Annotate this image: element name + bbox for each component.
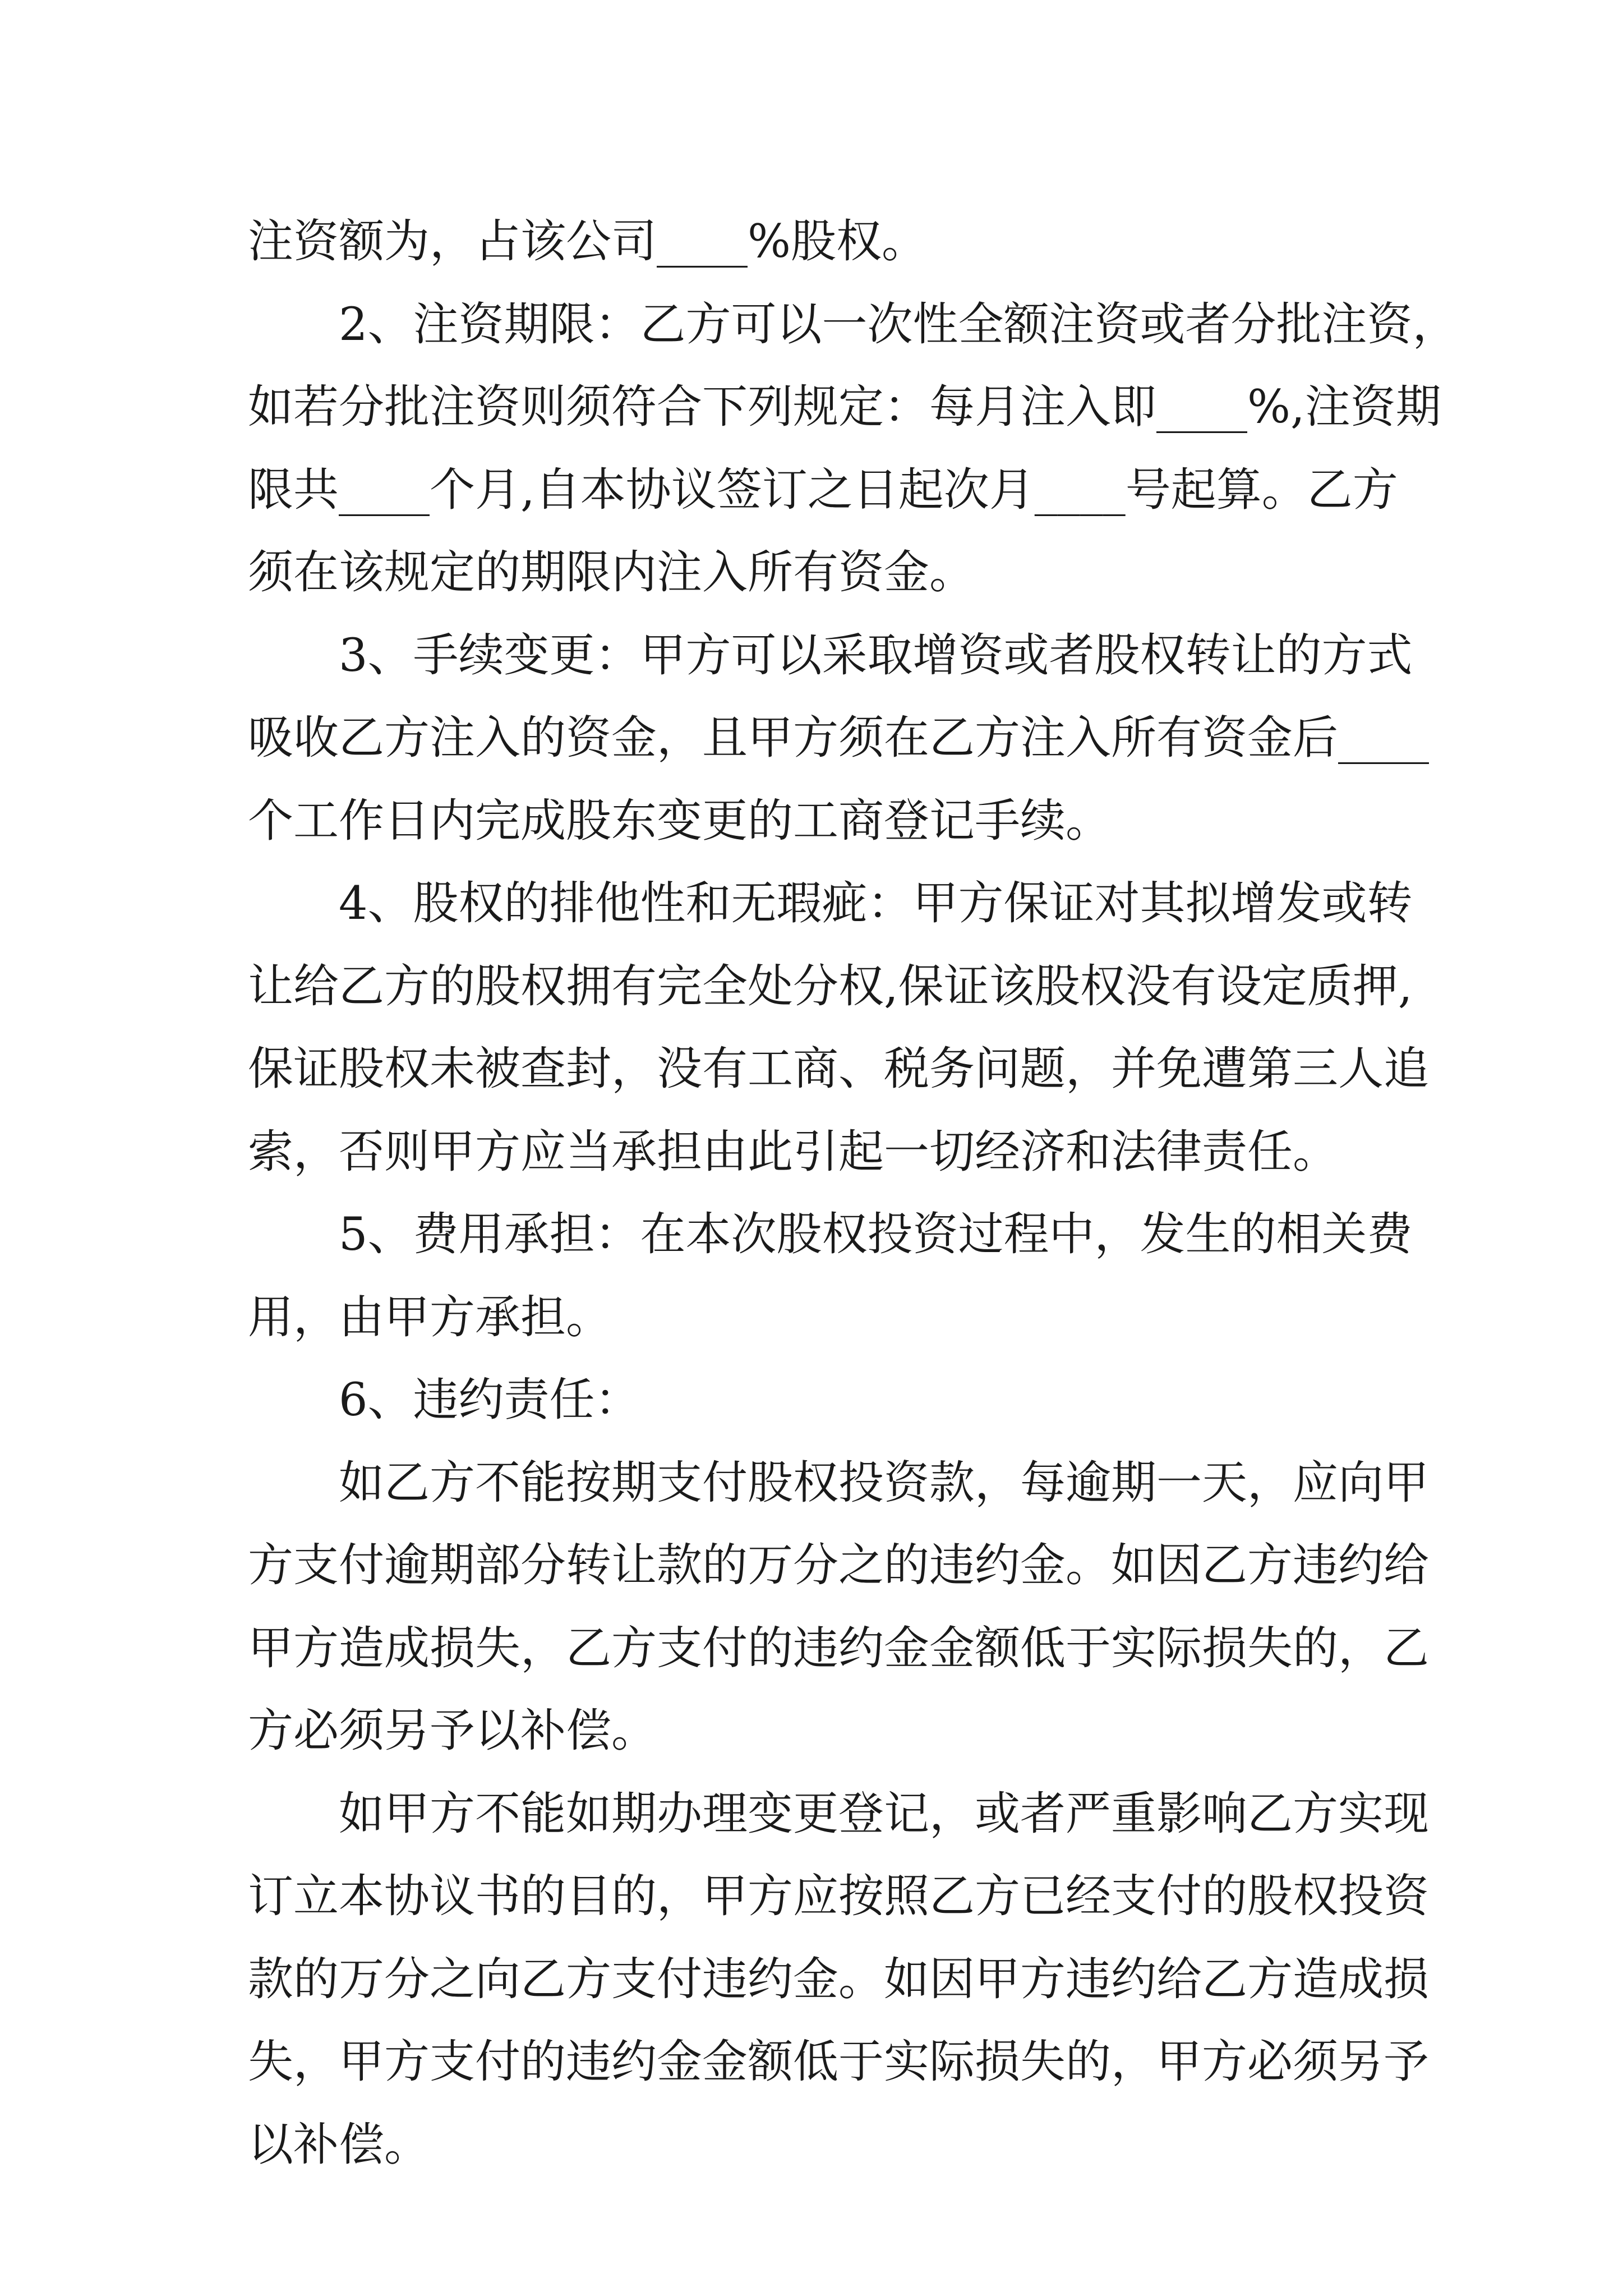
text-line: 6、违约责任： — [339, 1374, 640, 1427]
text-line: 如若分批注资则须符合下列规定：每月注入即____%,注资期 — [248, 381, 1441, 434]
text-line: 方必须另予以补偿。 — [248, 1705, 657, 1757]
text-line: 限共____个月,自本协议签订之日起次月____号起算。乙方 — [248, 464, 1398, 517]
text-line: 用，由甲方承担。 — [248, 1291, 612, 1344]
text-line: 方支付逾期部分转让款的万分之的违约金。如因乙方违约给 — [248, 1539, 1430, 1592]
text-line: 索，否则甲方应当承担由此引起一切经济和法律责任。 — [248, 1126, 1339, 1179]
text-line: 订立本协议书的目的，甲方应按照乙方已经支付的股权投资 — [248, 1870, 1430, 1923]
text-line: 让给乙方的股权拥有完全处分权,保证该股权没有设定质押, — [248, 960, 1413, 1013]
text-line: 4、股权的排他性和无瑕疵：甲方保证对其拟增发或转 — [339, 877, 1413, 930]
text-line: 甲方造成损失，乙方支付的违约金金额低于实际损失的，乙 — [248, 1622, 1430, 1675]
text-line: 3、手续变更：甲方可以采取增资或者股权转让的方式 — [339, 629, 1413, 682]
text-line: 保证股权未被查封，没有工商、税务问题，并免遭第三人追 — [248, 1043, 1430, 1096]
text-line: 5、费用承担：在本次股权投资过程中，发生的相关费 — [339, 1208, 1413, 1261]
text-line: 注资额为，占该公司____%股权。 — [248, 215, 927, 268]
text-line: 如甲方不能如期办理变更登记，或者严重影响乙方实现 — [339, 1788, 1430, 1841]
text-line: 须在该规定的期限内注入所有资金。 — [248, 546, 975, 599]
text-line: 失，甲方支付的违约金金额低于实际损失的，甲方必须另予 — [248, 2036, 1430, 2088]
text-line: 个工作日内完成股东变更的工商登记手续。 — [248, 795, 1112, 848]
text-line: 2、注资期限：乙方可以一次性全额注资或者分批注资， — [339, 298, 1458, 351]
text-line: 以补偿。 — [248, 2119, 430, 2171]
text-line: 如乙方不能按期支付股权投资款，每逾期一天，应向甲 — [339, 1457, 1430, 1510]
text-line: 吸收乙方注入的资金，且甲方须在乙方注入所有资金后____ — [248, 712, 1430, 765]
text-line: 款的万分之向乙方支付违约金。如因甲方违约给乙方造成损 — [248, 1953, 1430, 2006]
